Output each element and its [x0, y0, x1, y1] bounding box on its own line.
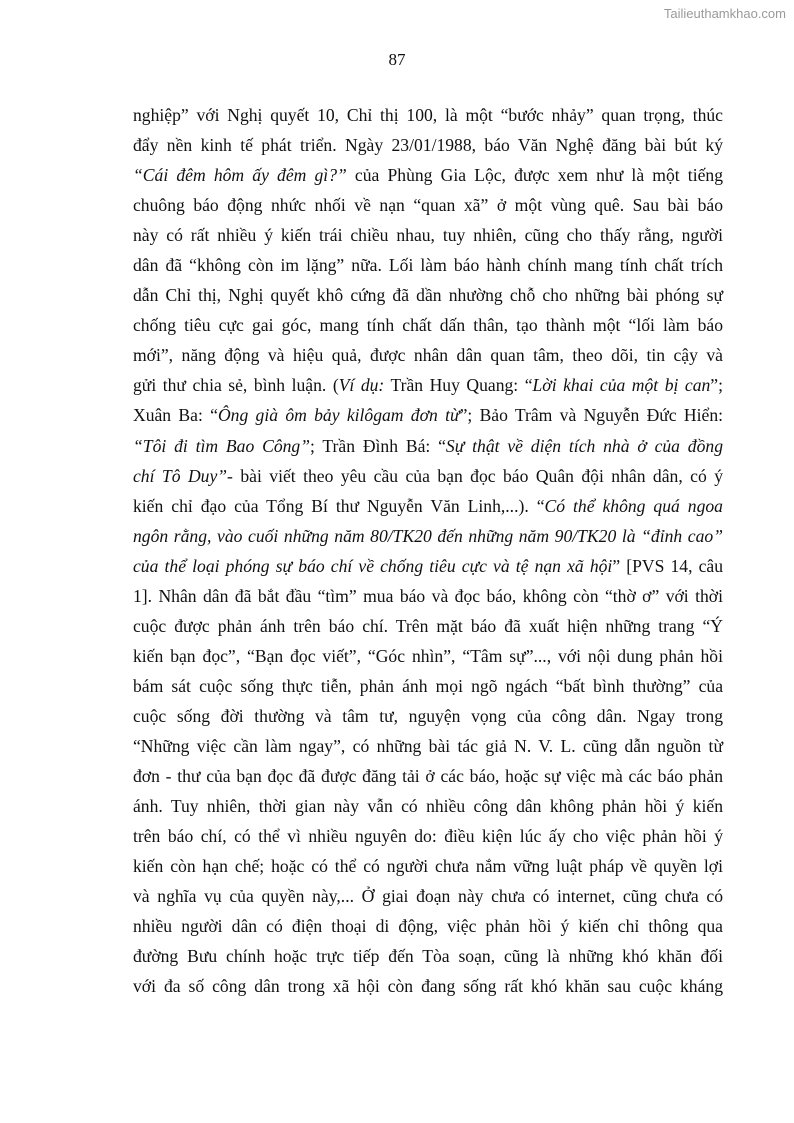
text-segment: bám sát cuộc sống thực tiễn, phản ánh mọi ngõ ngách “bất bình thường” của	[133, 675, 723, 696]
text-line	[133, 431, 723, 461]
text-line	[133, 160, 723, 190]
text-segment: 1]. Nhân dân đã bắt đầu “tìm” mua báo và đọc báo, không còn “thờ ơ” với thời	[133, 585, 723, 606]
text-segment: đường Bưu chính hoặc trực tiếp đến Tòa soạn, cũng là những khó khăn đối	[133, 946, 723, 967]
italic-text-segment: “Tôi đi tìm Bao Công”	[133, 435, 310, 456]
text-line	[133, 491, 723, 521]
text-segment: ” [PVS 14, câu	[612, 555, 724, 576]
text-segment: dẫn Chỉ thị, Nghị quyết khô cứng đã dần nhường chỗ cho những bài phóng sự	[133, 285, 723, 306]
text-line	[133, 881, 723, 911]
body-paragraph	[133, 100, 723, 1001]
watermark: Tailieuthamkhao.com	[663, 6, 786, 21]
italic-text-segment: ngôn rằng, vào cuối những năm 80/TK20 đến những năm 90/TK20 là “đỉnh cao”	[133, 525, 723, 546]
text-segment: chuông báo động nhức nhối về nạn “quan xã” ở một vùng quê. Sau bài báo	[133, 195, 723, 216]
text-line	[133, 130, 723, 160]
text-segment: ”;	[710, 375, 723, 396]
text-line	[133, 941, 723, 971]
text-segment: Trần Huy Quang: “	[384, 375, 533, 396]
text-line	[133, 400, 723, 430]
text-segment: kiến còn hạn chế; hoặc có thể có người chưa nắm vững luật pháp về quyền lợi	[133, 856, 723, 877]
text-segment: gửi thư chia sẻ, bình luận. (	[133, 375, 339, 396]
italic-text-segment: của thể loại phóng sự báo chí về chống tiêu cực và tệ nạn xã hội	[133, 555, 613, 576]
text-segment: kiến chỉ đạo của Tổng Bí thư Nguyễn Văn Linh,...). “	[133, 495, 545, 516]
text-segment: cuộc sống đời thường và tâm tư, nguyện vọng của công dân. Ngay trong	[133, 705, 723, 726]
text-segment: Xuân Ba: “	[133, 405, 218, 426]
text-segment: và nghĩa vụ của quyền này,... Ở giai đoạn này chưa có internet, cũng chưa có	[133, 886, 723, 907]
text-line	[133, 220, 723, 250]
text-segment: nghiệp” với Nghị quyết 10, Chỉ thị 100, là một “bước nhảy” quan trọng, thúc	[133, 105, 723, 125]
text-line	[133, 701, 723, 731]
text-line	[133, 851, 723, 881]
text-line	[133, 310, 723, 340]
text-segment: ”; Bảo Trâm và Nguyễn Đức Hiển:	[459, 405, 723, 426]
text-segment: chống tiêu cực gai góc, mang tính chất dấn thân, tạo thành một “lối làm báo	[133, 315, 723, 336]
text-line	[133, 611, 723, 641]
text-line	[133, 340, 723, 370]
text-line	[133, 280, 723, 310]
text-line	[133, 641, 723, 671]
text-line	[133, 250, 723, 280]
text-segment: ; Trần Đình Bá: “	[310, 435, 446, 456]
text-segment: với đa số công dân trong xã hội còn đang sống rất khó khăn sau cuộc kháng	[133, 976, 723, 997]
text-segment: - bài viết theo yêu cầu của bạn đọc báo Quân đội nhân dân, có ý	[227, 465, 724, 486]
text-line	[133, 581, 723, 611]
text-line	[133, 911, 723, 941]
text-segment: dân đã “không còn im lặng” nữa. Lối làm báo hành chính mang tính chất trích	[133, 255, 723, 276]
text-segment: ánh. Tuy nhiên, thời gian này vẫn có nhiều công dân không phản hồi ý kiến	[133, 796, 723, 817]
text-segment: đẩy nền kinh tế phát triển. Ngày 23/01/1988, báo Văn Nghệ đăng bài bút ký	[133, 135, 723, 156]
text-segment: mới”, năng động và hiệu quả, được nhân dân quan tâm, theo dõi, tin cậy và	[133, 345, 723, 366]
text-line	[133, 551, 723, 581]
text-line	[133, 370, 723, 400]
text-segment: này có rất nhiều ý kiến trái chiều nhau, tuy nhiên, cũng cho thấy rằng, người	[133, 225, 723, 246]
text-line	[133, 461, 723, 491]
italic-text-segment: chí Tô Duy”	[133, 465, 228, 486]
text-line	[133, 971, 723, 1001]
text-segment: đơn - thư của bạn đọc đã được đăng tải ở các báo, hoặc sự việc mà các báo phản	[133, 766, 723, 787]
text-segment: “Những việc cần làm ngay”, có những bài tác giả N. V. L. cũng dẫn nguồn từ	[133, 735, 723, 756]
text-segment: nhiều người dân có điện thoại di động, việc phản hồi ý kiến chỉ thông qua	[133, 916, 723, 937]
text-line	[133, 100, 723, 130]
text-line	[133, 761, 723, 791]
italic-text-segment: Có thể không quá ngoa	[544, 495, 723, 516]
text-segment: kiến bạn đọc”, “Bạn đọc viết”, “Góc nhìn”, “Tâm sự”..., với nội dung phản hồi	[133, 645, 723, 666]
text-line	[133, 731, 723, 761]
text-segment: cuộc được phản ánh trên báo chí. Trên mặt báo đã xuất hiện những trang “Ý	[133, 615, 723, 636]
text-line	[133, 190, 723, 220]
text-line	[133, 791, 723, 821]
italic-text-segment: Ví dụ:	[338, 375, 385, 396]
text-line	[133, 821, 723, 851]
italic-text-segment: “Cái đêm hôm ấy đêm gì?”	[133, 165, 347, 186]
page-number: 87	[388, 50, 406, 69]
italic-text-segment: Ông già ôm bảy kilôgam đơn từ	[217, 405, 460, 426]
text-line	[133, 671, 723, 701]
italic-text-segment: Sự thật về diện tích nhà ở của đồng	[445, 435, 723, 456]
text-segment: trên báo chí, có thể vì nhiều nguyên do: điều kiện lúc ấy cho việc phản hồi ý	[133, 826, 723, 847]
italic-text-segment: Lời khai của một bị can	[532, 375, 711, 396]
text-segment: của Phùng Gia Lộc, được xem như là một tiếng	[346, 165, 723, 186]
text-line	[133, 521, 723, 551]
